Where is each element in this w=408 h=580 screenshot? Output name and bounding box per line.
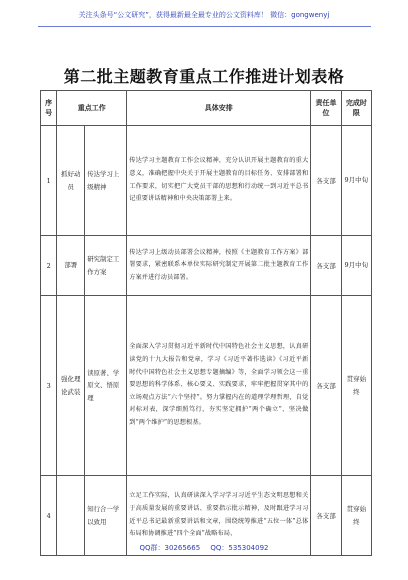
row-no: 1 [41,126,57,236]
table-row [41,236,372,296]
row-time: 贯穿始终 [341,296,371,476]
row-category: 强化理论武装 [57,296,85,476]
header-time: 完成时限 [341,91,371,126]
row-category: 部署 [57,236,85,296]
row-detail: 立足工作实际，认真研读深入学习学习习近平生态文明思想和关于高质量发展的重要讲话、重要指示批示精神，及时跟进学习习近平总书记最新重要讲话和文章，围绕统筹推进“五位一体”总体布局和协调推进“四个全面”战略布局， [127,476,311,556]
footer-qq: QQ：535304092 [210,544,269,552]
header-key-work: 重点工作 [57,91,127,126]
table-header-row [41,91,372,126]
row-item: 知行合一学以致用 [85,476,127,556]
row-no: 2 [41,236,57,296]
row-time: 9月中旬 [341,236,371,296]
row-unit: 各支部 [311,296,341,476]
top-banner: 关注头条号“公文研究”，获得最新最全最专业的公文资料库！ 微信：gongwenyj [78,11,330,19]
row-detail: 传达学习上级动员部署会议精神，按照《主题教育工作方案》部署要求，紧密联系本单位实际研究制定开展第二批主题教育工作方案并进行动员部署。 [127,236,311,296]
document-title: 第二批主题教育重点工作推进计划表格 [63,67,345,86]
row-unit: 各支部 [311,236,341,296]
row-category: 抓好动员 [57,126,85,236]
row-time: 9月中旬 [341,126,371,236]
banner-divider [38,26,371,27]
row-detail: 全面深入学习贯彻习近平新时代中国特色社会主义思想，认真研读党的十九大报告和党章，学习《习近平著作选读》《习近平新时代中国特色社会主义思想专题摘编》等，全面学习领会这一重要思想的科学体系、核心要义、实践要求，牢牢把握贯穿其中的立场观点方法“六个坚持”。努力掌握内在的道理学理哲理，自觉对标对表，深学细照笃行，夯实坚定拥护“两个确立”、坚决做到“两个维护”的思想根基。 [127,296,311,476]
table-row [41,126,372,236]
header-detail: 具体安排 [127,91,311,126]
row-item: 读原著、学原文、悟原理 [85,296,127,476]
plan-table [40,90,372,556]
row-unit: 各支部 [311,126,341,236]
row-unit: 各支部 [311,476,341,556]
footer-contact [0,543,408,553]
header-no: 序号 [41,91,57,126]
row-item: 研究制定工作方案 [85,236,127,296]
row-no: 4 [41,476,57,556]
row-no: 3 [41,296,57,476]
table-row [41,296,372,476]
row-detail: 传达学习主题教育工作会议精神，充分认识开展主题教育的重大意义，准确把握中央关于开展主题教育的目标任务、安排部署和工作要求，切实把广大党员干部的思想和行动统一到习近平总书记重要讲话精神和中央决策部署上来。 [127,126,311,236]
row-item: 传达学习上级精神 [85,126,127,236]
footer-qq-group: QQ群：30265665 [139,544,201,552]
row-time: 贯穿始终 [341,476,371,556]
header-unit: 责任单位 [311,91,341,126]
